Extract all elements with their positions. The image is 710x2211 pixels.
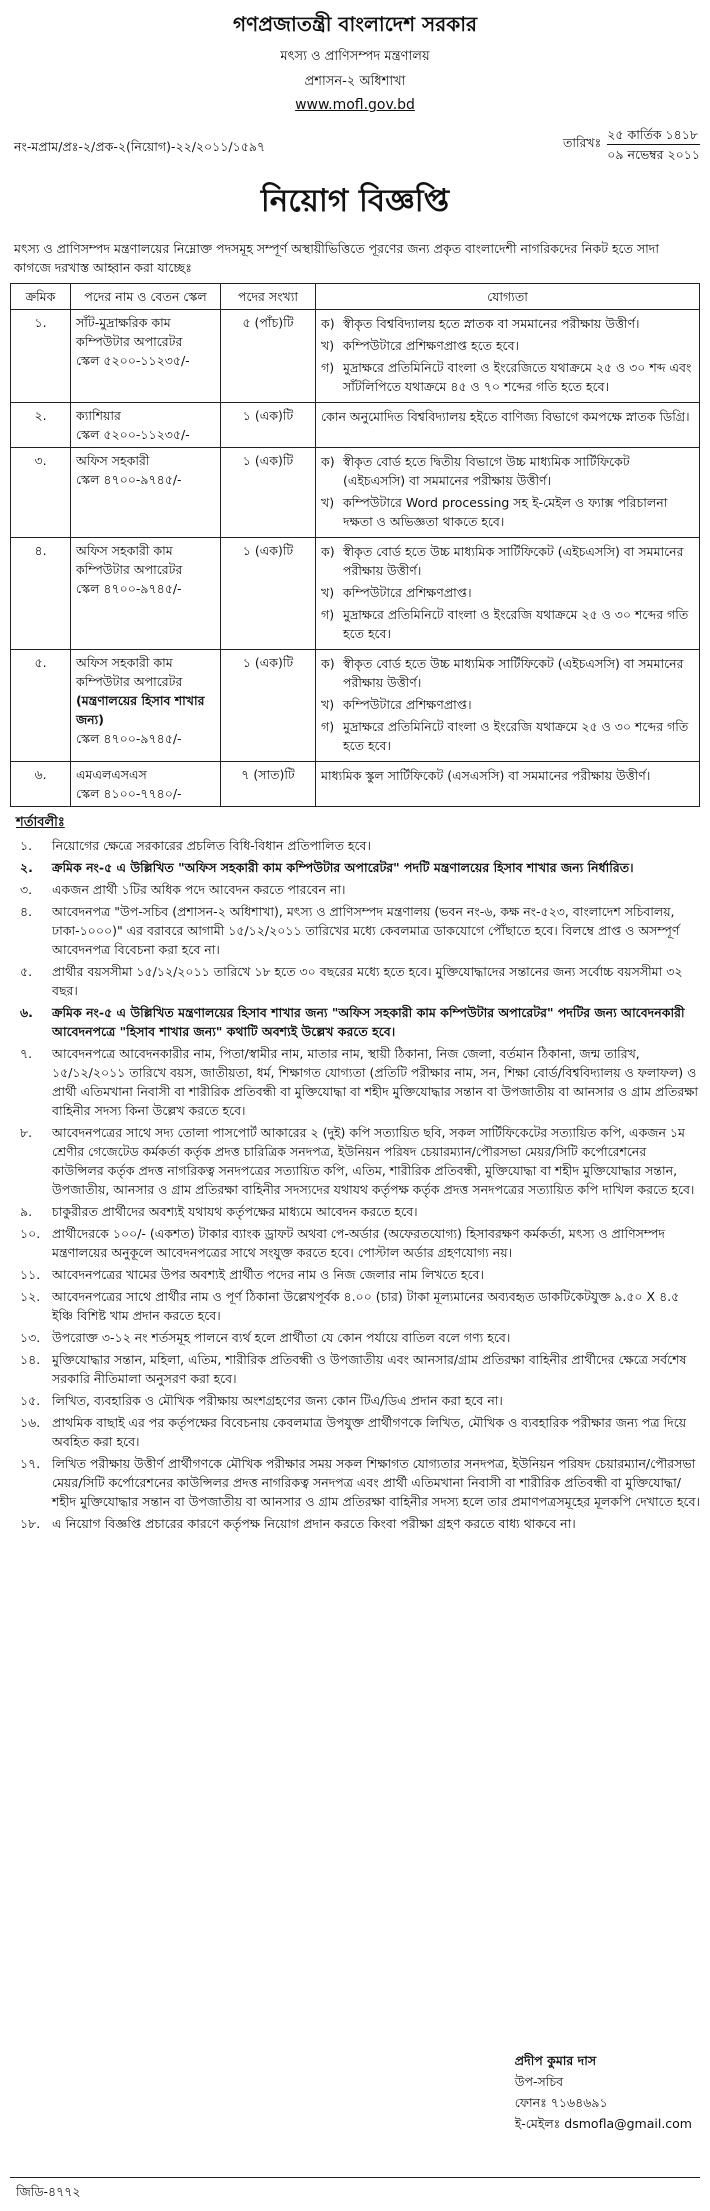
signatory-phone: ফোনঃ ৭১৬৪৬৯১ xyxy=(514,2095,608,2110)
government-name: গণপ্রজাতন্ত্রী বাংলাদেশ সরকার xyxy=(233,12,477,36)
pay-scale: স্কেল ৫২০০-১১২৩৫/- xyxy=(76,427,190,442)
term-item xyxy=(10,1123,700,1199)
term-item xyxy=(10,1265,700,1284)
signatory-name: প্রদীপ কুমার দাস xyxy=(514,2053,597,2068)
count-cell: ১ (এক)টি xyxy=(221,650,316,762)
terms-list xyxy=(10,836,700,1533)
qualification-key: গ) xyxy=(321,360,335,375)
term-number: ১০. xyxy=(20,1226,41,1241)
table-row xyxy=(11,762,700,807)
qualification-item xyxy=(321,766,694,785)
date-label: তারিখঃ xyxy=(562,134,602,150)
post-name: সাঁট-মুদ্রাক্ষরিক কাম কম্পিউটার অপারেটর xyxy=(76,315,183,349)
serial-cell: ৫. xyxy=(11,650,71,762)
qualification-key: খ) xyxy=(321,585,335,600)
qualification-key: খ) xyxy=(321,495,335,510)
term-item xyxy=(10,1391,700,1410)
table-row xyxy=(11,448,700,538)
qualification-cell xyxy=(316,538,700,650)
term-text: লিখিত পরীক্ষায় উত্তীর্ণ প্রার্থীগণকে মৌখিক পরীক্ষার সময় সকল শিক্ষাগত যোগ্যতার সনদপত্র, ইউনিয়ন পরিষদ চেয়ারম্যান/পৌরসভা মেয়র/সিটি কর্পোরেশনের কাউন্সিলর প্রদত্ত নাগরিকত্ব সনদপত্র এবং প্রার্থী এতিমখানা নিবাসী বা শারীরিক প্রতিবন্ধী বা মুক্তিযোদ্ধা/শহীদ মুক্তিযোদ্ধার সন্তান বা উপজাতীয় বা আনসার ও গ্রাম প্রতিরক্ষা বাহিনীর সদস্য হলে তার প্রমাণপত্রসমূহের মূলকপি দেখাতে হবে। xyxy=(52,1456,701,1509)
term-number: ৫. xyxy=(20,964,33,979)
signatory-email-line xyxy=(515,2113,692,2134)
term-number: ১১. xyxy=(20,1267,41,1282)
qualification-item xyxy=(321,407,694,426)
term-text: একজন প্রার্থী ১টির অধিক পদে আবেদন করতে পারবেন না। xyxy=(52,882,346,897)
post-name: অফিস সহকারী xyxy=(76,453,150,468)
count-cell: ৫ (পাঁচ)টি xyxy=(221,310,316,403)
ministry-name: মৎস্য ও প্রাণিসম্পদ মন্ত্রণালয় xyxy=(280,49,430,64)
qualification-text: মুদ্রাক্ষরে প্রতিমিনিটে বাংলা ও ইংরেজি যথাক্রমে ২৫ ও ৩০ শব্দের গতি হতে হবে। xyxy=(343,607,689,641)
term-item xyxy=(10,1044,700,1120)
term-text: চাকুরীরত প্রার্থীদের অবশ্যই যথাযথ কর্তৃপক্ষের মাধ্যমে আবেদন করতে হবে। xyxy=(52,1204,418,1219)
term-item xyxy=(10,1413,700,1451)
term-text: নিয়োগের ক্ষেত্রে সরকারের প্রচলিত বিধি-বিধান প্রতিপালিত হবে। xyxy=(52,838,371,853)
term-item xyxy=(10,836,700,855)
header-serial: ক্রমিক xyxy=(11,284,71,310)
post-cell xyxy=(71,650,221,762)
term-item xyxy=(10,1202,700,1221)
qualification-text: মুদ্রাক্ষরে প্রতিমিনিটে বাংলা ও ইংরেজি যথাক্রমে ২৫ ও ৩০ শব্দের গতি হতে হবে। xyxy=(343,719,689,753)
term-item xyxy=(10,1003,700,1041)
term-item xyxy=(10,1454,700,1511)
qualification-cell xyxy=(316,762,700,807)
qualification-cell xyxy=(316,448,700,538)
post-note: (মন্ত্রণালয়ের হিসাব শাখার জন্য) xyxy=(76,693,205,727)
term-number: ১৮. xyxy=(20,1516,41,1531)
term-number: ১২. xyxy=(20,1289,41,1304)
header-count: পদের সংখ্যা xyxy=(221,284,316,310)
qualification-item xyxy=(321,452,694,490)
post-cell xyxy=(71,403,221,448)
qualification-text: স্বীকৃত বোর্ড হতে দ্বিতীয় বিভাগে উচ্চ মাধ্যমিক সার্টিফিকেট (এইচএসসি) বা সমমানের পরীক্ষায় উত্তীর্ণ। xyxy=(343,454,630,488)
term-item xyxy=(10,1328,700,1347)
email-link[interactable]: dsmofla@gmail.com xyxy=(564,2116,692,2131)
term-number: ১৬. xyxy=(20,1415,41,1430)
post-name: অফিস সহকারী কাম কম্পিউটার অপারেটর xyxy=(76,543,183,577)
signature-block xyxy=(515,2050,692,2134)
qualification-text: কম্পিউটারে Word processing সহ ই-মেইল ও ফ্যাক্স পরিচালনা দক্ষতা ও অভিজ্ঞতা থাকতে হবে। xyxy=(343,495,668,529)
term-item xyxy=(10,858,700,877)
term-text: আবেদনপত্রের সাথে সদ্য তোলা পাসপোর্ট আকারের ২ (দুই) কপি সত্যায়িত ছবি, সকল সার্টিফিকেটের সত্যায়িত কপি, একজন ১ম শ্রেণীর গেজেটেড কর্মকর্তা কর্তৃক প্রদত্ত চারিত্রিক সনদপত্র, ইউনিয়ন পরিষদ চেয়ারম্যান/পৌরসভা মেয়র/সিটি কর্পোরেশনের কাউন্সিলর কর্তৃক প্রদত্ত নাগরিকত্ব সনদপত্রের সত্যায়িত কপি, এতিম, শারীরিক প্রতিবন্ধী, মুক্তিযোদ্ধা বা শহীদ মুক্তিযোদ্ধার সন্তান, উপজাতীয়, আনসার ও গ্রাম প্রতিরক্ষা বাহিনীর সদস্যদের যথাযথ কর্তৃপক্ষ কর্তৃক প্রদত্ত সনদপত্রের সত্যায়িত কপি দাখিল করতে হবে। xyxy=(52,1125,695,1197)
term-item xyxy=(10,902,700,959)
term-item xyxy=(10,1350,700,1388)
qualification-text: কম্পিউটারে প্রশিক্ষণপ্রাপ্ত হতে হবে। xyxy=(343,338,519,353)
qualification-text: কোন অনুমোদিত বিশ্ববিদ্যালয় হইতে বাণিজ্য বিভাগে কমপক্ষে স্নাতক ডিগ্রি। xyxy=(321,409,690,424)
header-qualification: যোগ্যতা xyxy=(316,284,700,310)
term-number: ১৫. xyxy=(20,1393,41,1408)
qualification-text: মুদ্রাক্ষরে প্রতিমিনিটে বাংলা ও ইংরেজিতে যথাক্রমে ২৫ ও ৩০ শব্দ এবং সাঁটলিপিতে যথাক্রমে ৪৫ ও ৭০ শব্দের গতি হতে হবে। xyxy=(343,360,692,394)
table-row xyxy=(11,403,700,448)
qualification-item xyxy=(321,336,694,355)
post-cell xyxy=(71,310,221,403)
term-text: আবেদনপত্র "উপ-সচিব (প্রশাসন-২ অধিশাখা), মৎস্য ও প্রাণিসম্পদ মন্ত্রণালয় (ভবন নং-৬, কক্ষ নং-৫২৩, বাংলাদেশ সচিবালয়, ঢাকা-১০০০)" এর বরাবরে আগামী ১৫/১২/২০১১ তারিখের মধ্যে কেবলমাত্র ডাকযোগে পৌঁছাতে হবে। বিলম্বে প্রাপ্ত ও অসম্পূর্ণ আবেদনপত্র বিবেচনা করা হবে না। xyxy=(52,904,680,957)
qualification-text: স্বীকৃত বোর্ড হতে উচ্চ মাধ্যমিক সার্টিফিকেট (এইচএসসি) বা সমমানের পরীক্ষায় উত্তীর্ণ। xyxy=(343,544,684,578)
qualification-key: ক) xyxy=(321,656,335,671)
term-number: ৭. xyxy=(20,1046,33,1061)
term-item xyxy=(10,1224,700,1262)
pay-scale: স্কেল ৪১০০-৭৭৪০/- xyxy=(76,786,182,801)
post-name: এমএলএসএস xyxy=(76,767,147,782)
term-text: আবেদনপত্রের সাথে প্রার্থীর নাম ও পূর্ণ ঠিকানা উল্লেখপূর্বক ৪.০০ (চার) টাকা মূল্যমানের অব্যবহৃত ডাকটিকেটযুক্ত ৯.৫০ X ৪.৫ ইঞ্চি বিশিষ্ট খাম প্রদান করতে হবে। xyxy=(52,1289,680,1323)
reference-number: নং-মপ্রাম/প্রঃ-২/প্রক-২(নিয়োগ)-২২/২০১১/১৫৯৭ xyxy=(14,139,266,154)
qualification-item xyxy=(321,605,694,643)
website-link[interactable]: www.mofl.gov.bd xyxy=(295,97,415,113)
qualification-key: গ) xyxy=(321,719,335,734)
table-row xyxy=(11,538,700,650)
serial-cell: ৬. xyxy=(11,762,71,807)
qualification-item xyxy=(321,358,694,396)
header-post: পদের নাম ও বেতন স্কেল xyxy=(71,284,221,310)
qualification-text: মাধ্যমিক স্কুল সার্টিফিকেট (এসএসসি) বা সমমানের পরীক্ষায় উত্তীর্ণ। xyxy=(321,768,651,783)
qualification-item xyxy=(321,654,694,692)
date-block xyxy=(563,125,700,164)
qualification-key: খ) xyxy=(321,338,335,353)
footer-divider xyxy=(10,2177,700,2178)
posts-table xyxy=(10,283,700,807)
qualification-item xyxy=(321,542,694,580)
term-text: লিখিত, ব্যবহারিক ও মৌখিক পরীক্ষায় অংশগ্রহণের জন্য কোন টিএ/ডিএ প্রদান করা হবে না। xyxy=(52,1393,503,1408)
qualification-cell xyxy=(316,650,700,762)
qualification-key: খ) xyxy=(321,697,335,712)
date-english: ০৯ নভেম্বর ২০১১ xyxy=(607,147,700,162)
term-number: ১৪. xyxy=(20,1352,41,1367)
serial-cell: ৪. xyxy=(11,538,71,650)
term-item xyxy=(10,880,700,899)
pay-scale: স্কেল ৪৭০০-৯৭৪৫/- xyxy=(76,731,182,746)
term-number: ৪. xyxy=(20,904,33,919)
job-circular-page xyxy=(10,0,701,2199)
qualification-item xyxy=(321,717,694,755)
term-text: আবেদনপত্রে আবেদনকারীর নাম, পিতা/স্বামীর নাম, মাতার নাম, স্থায়ী ঠিকানা, নিজ জেলা, বর্তমান ঠিকানা, জন্ম তারিখ, ১৫/১২/২০১১ তারিখে বয়স, জাতীয়তা, ধর্ম, শিক্ষাগত যোগ্যতা (প্রতিটি পরীক্ষার নাম, সন, শিক্ষা বোর্ড/বিশ্ববিদ্যালয় ও ফলাফল) ও প্রার্থী এতিমখানা নিবাসী বা শারীরিক প্রতিবন্ধী বা মুক্তিযোদ্ধা বা শহীদ মুক্তিযোদ্ধার সন্তান বা উপজাতীয় বা আনসার ও গ্রাম প্রতিরক্ষা বাহিনীর সদস্য কিনা উল্লেখ করতে হবে। xyxy=(52,1046,698,1118)
term-number: ৬. xyxy=(20,1005,33,1020)
post-cell xyxy=(71,538,221,650)
term-number: ১৭. xyxy=(20,1456,41,1471)
qualification-item xyxy=(321,493,694,531)
post-cell xyxy=(71,448,221,538)
term-number: ৮. xyxy=(20,1125,33,1140)
term-text: মুক্তিযোদ্ধার সন্তান, মহিলা, এতিম, শারীরিক প্রতিবন্ধী ও উপজাতীয় এবং আনসার/গ্রাম প্রতিরক্ষা বাহিনীর প্রার্থীদের ক্ষেত্রে সর্বশেষ সরকারি নীতিমালা অনুসরণ করা হবে। xyxy=(52,1352,687,1386)
serial-cell: ১. xyxy=(11,310,71,403)
signatory-designation: উপ-সচিব xyxy=(514,2074,564,2089)
qualification-key: ক) xyxy=(321,454,335,469)
qualification-cell xyxy=(316,403,700,448)
term-number: ৩. xyxy=(20,882,33,897)
term-text: প্রার্থীর বয়সসীমা ১৫/১২/২০১১ তারিখে ১৮ হতে ৩০ বছরের মধ্যে হতে হবে। মুক্তিযোদ্ধাদের সন্তানের জন্য সর্বোচ্চ বয়সসীমা ৩২ বছর। xyxy=(52,964,683,998)
serial-cell: ২. xyxy=(11,403,71,448)
term-text: উপরোক্ত ৩-১২ নং শর্তসমূহ পালনে ব্যর্থ হলে প্রার্থীতা যে কোন পর্যায়ে বাতিল বলে গণ্য হবে। xyxy=(52,1330,511,1345)
count-cell: ৭ (সাত)টি xyxy=(221,762,316,807)
table-row xyxy=(11,310,700,403)
term-text: ক্রমিক নং-৫ এ উল্লিখিত মন্ত্রণালয়ের হিসাব শাখার জন্য "অফিস সহকারী কাম কম্পিউটার অপারেটর" পদটির জন্য আবেদনকারী আবেদনপত্রে "হিসাব শাখার জন্য" কথাটি অবশ্যই উল্লেখ করতে হবে। xyxy=(52,1005,685,1039)
term-text: ক্রমিক নং-৫ এ উল্লিখিত "অফিস সহকারী কাম কম্পিউটার অপারেটর" পদটি মন্ত্রণালয়ের হিসাব শাখার জন্য নির্ধারিত। xyxy=(52,860,634,875)
term-item xyxy=(10,962,700,1000)
qualification-item xyxy=(321,583,694,602)
count-cell: ১ (এক)টি xyxy=(221,403,316,448)
term-text: প্রার্থীদেরকে ১০০/- (একশত) টাকার ব্যাংক ড্রাফট অথবা পে-অর্ডার (অফেরতযোগ্য) হিসাবরক্ষণ কর্মকর্তা, মৎস্য ও প্রাণিসম্পদ মন্ত্রণালয়ের অনুকূলে আবেদনপত্রের সাথে সংযুক্ত করতে হবে। পোস্টাল অর্ডার গ্রহণযোগ্য নয়। xyxy=(52,1226,665,1260)
post-name: ক্যাশিয়ার xyxy=(76,408,121,423)
term-number: ১. xyxy=(20,838,33,853)
gd-code: জিডি-৪৭৭২ xyxy=(16,2184,81,2199)
table-header-row xyxy=(11,284,700,310)
pay-scale: স্কেল ৪৭০০-৯৭৪৫/- xyxy=(76,472,182,487)
qualification-cell xyxy=(316,310,700,403)
qualification-item xyxy=(321,314,694,333)
count-cell: ১ (এক)টি xyxy=(221,448,316,538)
date-bangla: ২৫ কার্তিক ১৪১৮ xyxy=(607,125,700,145)
count-cell: ১ (এক)টি xyxy=(221,538,316,650)
term-text: আবেদনপত্রের খামের উপর অবশ্যই প্রার্থীত পদের নাম ও নিজ জেলার নাম লিখতে হবে। xyxy=(52,1267,484,1282)
terms-heading: শর্তাবলীঃ xyxy=(16,815,65,830)
email-label: ই-মেইলঃ xyxy=(514,2116,561,2131)
term-item xyxy=(10,1287,700,1325)
notice-intro: মৎস্য ও প্রাণিসম্পদ মন্ত্রণালয়ের নিম্নোক্ত পদসমূহ সম্পূর্ণ অস্থায়ীভিত্তিতে পূরণের জন্য প্রকৃত বাংলাদেশী নাগরিকদের নিকট হতে সাদা কাগজে দরখাস্ত আহ্বান করা যাচ্ছেঃ xyxy=(14,241,659,275)
qualification-text: কম্পিউটারে প্রশিক্ষণপ্রাপ্ত। xyxy=(343,585,472,600)
term-number: ২. xyxy=(20,860,33,875)
term-text: এ নিয়োগ বিজ্ঞপ্তি প্রচারের কারণে কর্তৃপক্ষ নিয়োগ প্রদান করতে কিংবা পরীক্ষা গ্রহণ করতে বাধ্য থাকবে না। xyxy=(52,1516,576,1531)
term-item xyxy=(10,1514,700,1533)
term-text: প্রাথমিক বাছাই এর পর কর্তৃপক্ষের বিবেচনায় কেবলমাত্র উপযুক্ত প্রার্থীগণকে লিখিত, মৌখিক ও ব্যবহারিক পরীক্ষার জন্য পত্র দিয়ে অবহিত করা হবে। xyxy=(52,1415,687,1449)
term-number: ১৩. xyxy=(20,1330,41,1345)
pay-scale: স্কেল ৫২০০-১১২৩৫/- xyxy=(76,353,190,368)
post-name: অফিস সহকারী কাম কম্পিউটার অপারেটর xyxy=(76,655,183,689)
reference-row xyxy=(10,121,700,167)
notice-title: নিয়োগ বিজ্ঞপ্তি xyxy=(260,183,450,219)
qualification-key: ক) xyxy=(321,316,335,331)
pay-scale: স্কেল ৪৭০০-৯৭৪৫/- xyxy=(76,581,182,596)
qualification-key: গ) xyxy=(321,607,335,622)
serial-cell: ৩. xyxy=(11,448,71,538)
qualification-item xyxy=(321,695,694,714)
qualification-key: ক) xyxy=(321,544,335,559)
post-cell xyxy=(71,762,221,807)
letterhead xyxy=(10,10,700,113)
qualification-text: কম্পিউটারে প্রশিক্ষণপ্রাপ্ত। xyxy=(343,697,472,712)
table-row xyxy=(11,650,700,762)
qualification-text: স্বীকৃত বিশ্ববিদ্যালয় হতে স্নাতক বা সমমানের পরীক্ষায় উত্তীর্ণ। xyxy=(343,316,640,331)
division-name: প্রশাসন-২ অধিশাখা xyxy=(304,74,406,89)
qualification-text: স্বীকৃত বোর্ড হতে উচ্চ মাধ্যমিক সার্টিফিকেট (এইচএসসি) বা সমমানের পরীক্ষায় উত্তীর্ণ। xyxy=(343,656,684,690)
term-number: ৯. xyxy=(20,1204,33,1219)
